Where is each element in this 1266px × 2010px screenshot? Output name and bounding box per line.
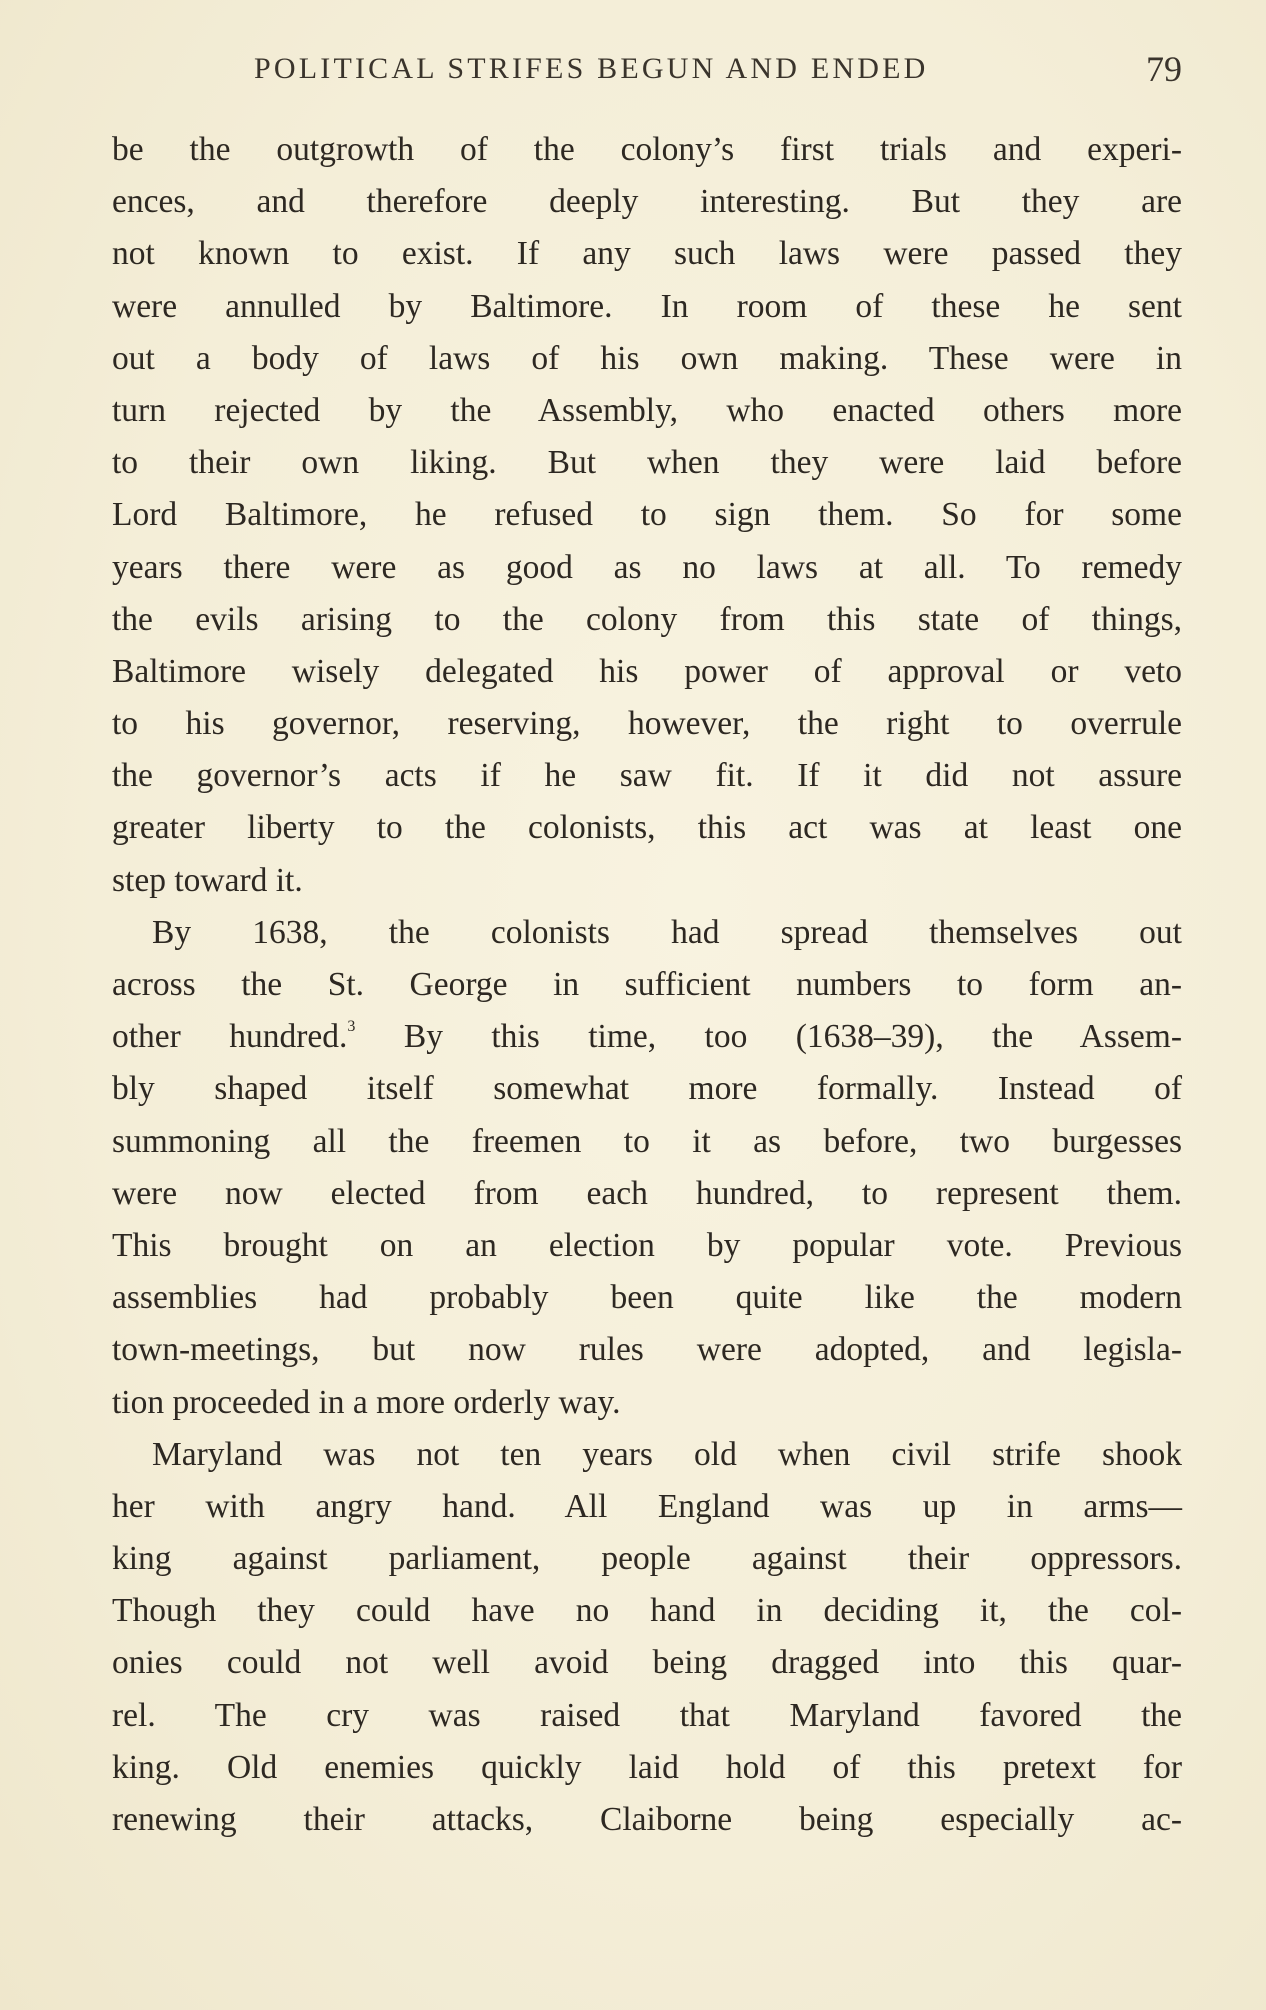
- text-line: the evils arising to the colony from this state of things,: [112, 600, 1182, 638]
- text-line: Lord Baltimore, he refused to sign them. So for some: [112, 496, 1182, 534]
- text-line: step toward it.: [112, 861, 303, 899]
- text-line: Maryland was not ten years old when civil strife shook: [152, 1435, 1182, 1473]
- text-line: greater liberty to the colonists, this act was at least one: [112, 809, 1182, 847]
- text-line: were now elected from each hundred, to represent them.: [112, 1174, 1182, 1212]
- text-line: ences, and therefore deeply interesting. But they are: [112, 183, 1182, 221]
- text-line: to their own liking. But when they were laid before: [112, 444, 1182, 482]
- paragraph-3: [112, 1429, 1182, 1847]
- text-line: king. Old enemies quickly laid hold of this pretext for: [112, 1748, 1182, 1786]
- text-line: were annulled by Baltimore. In room of these he sent: [112, 287, 1182, 325]
- text-line: renewing their attacks, Claiborne being especially ac-: [112, 1801, 1182, 1838]
- page-header: [222, 42, 1182, 96]
- text-line: summoning all the freemen to it as before, two burgesses: [112, 1122, 1182, 1160]
- line-rest: By this time, too (1638–39), the Assem-: [355, 1018, 1182, 1056]
- text-line: bly shaped itself somewhat more formally. Instead of: [112, 1070, 1182, 1108]
- body-text: [112, 124, 1182, 1846]
- text-line: By 1638, the colonists had spread themselves out: [152, 913, 1182, 951]
- text-line: assemblies had probably been quite like the modern: [112, 1279, 1182, 1317]
- text-line: out a body of laws of his own making. These were in: [112, 339, 1182, 377]
- text-line: turn rejected by the Assembly, who enacted others more: [112, 391, 1182, 429]
- paragraph-2: [112, 907, 1182, 1429]
- text-line: years there were as good as no laws at all. To remedy: [112, 548, 1182, 586]
- text-line: king against parliament, people against their oppressors.: [112, 1540, 1182, 1578]
- text-line: rel. The cry was raised that Maryland favored the: [112, 1696, 1182, 1734]
- text-line: be the outgrowth of the colony’s first trials and experi-: [112, 131, 1182, 168]
- running-head: POLITICAL STRIFES BEGUN AND ENDED: [254, 52, 929, 85]
- text-line: town-meetings, but now rules were adopted, and legisla-: [112, 1331, 1182, 1369]
- text-line: the governor’s acts if he saw fit. If it did not assure: [112, 757, 1182, 795]
- text-line: This brought on an election by popular vote. Previous: [112, 1226, 1182, 1264]
- text-line: Baltimore wisely delegated his power of approval or veto: [112, 652, 1182, 690]
- text-line: across the St. George in sufficient numbers to form an-: [112, 966, 1182, 1003]
- page-number: 79: [1146, 49, 1182, 89]
- text-line: onies could not well avoid being dragged into this quar-: [112, 1644, 1182, 1682]
- text-line: not known to exist. If any such laws were passed they: [112, 235, 1182, 273]
- footnote-marker[interactable]: 3: [347, 1018, 356, 1036]
- text-line-with-footnote: [112, 1011, 1182, 1063]
- text-line: her with angry hand. All England was up in arms—: [112, 1487, 1182, 1525]
- paragraph-1: [112, 124, 1182, 907]
- text-line: Though they could have no hand in deciding it, the col-: [112, 1592, 1182, 1630]
- text-line: tion proceeded in a more orderly way.: [112, 1383, 621, 1421]
- text-line: to his governor, reserving, however, the right to overrule: [112, 705, 1182, 743]
- line-start: other hundred.: [112, 1018, 348, 1056]
